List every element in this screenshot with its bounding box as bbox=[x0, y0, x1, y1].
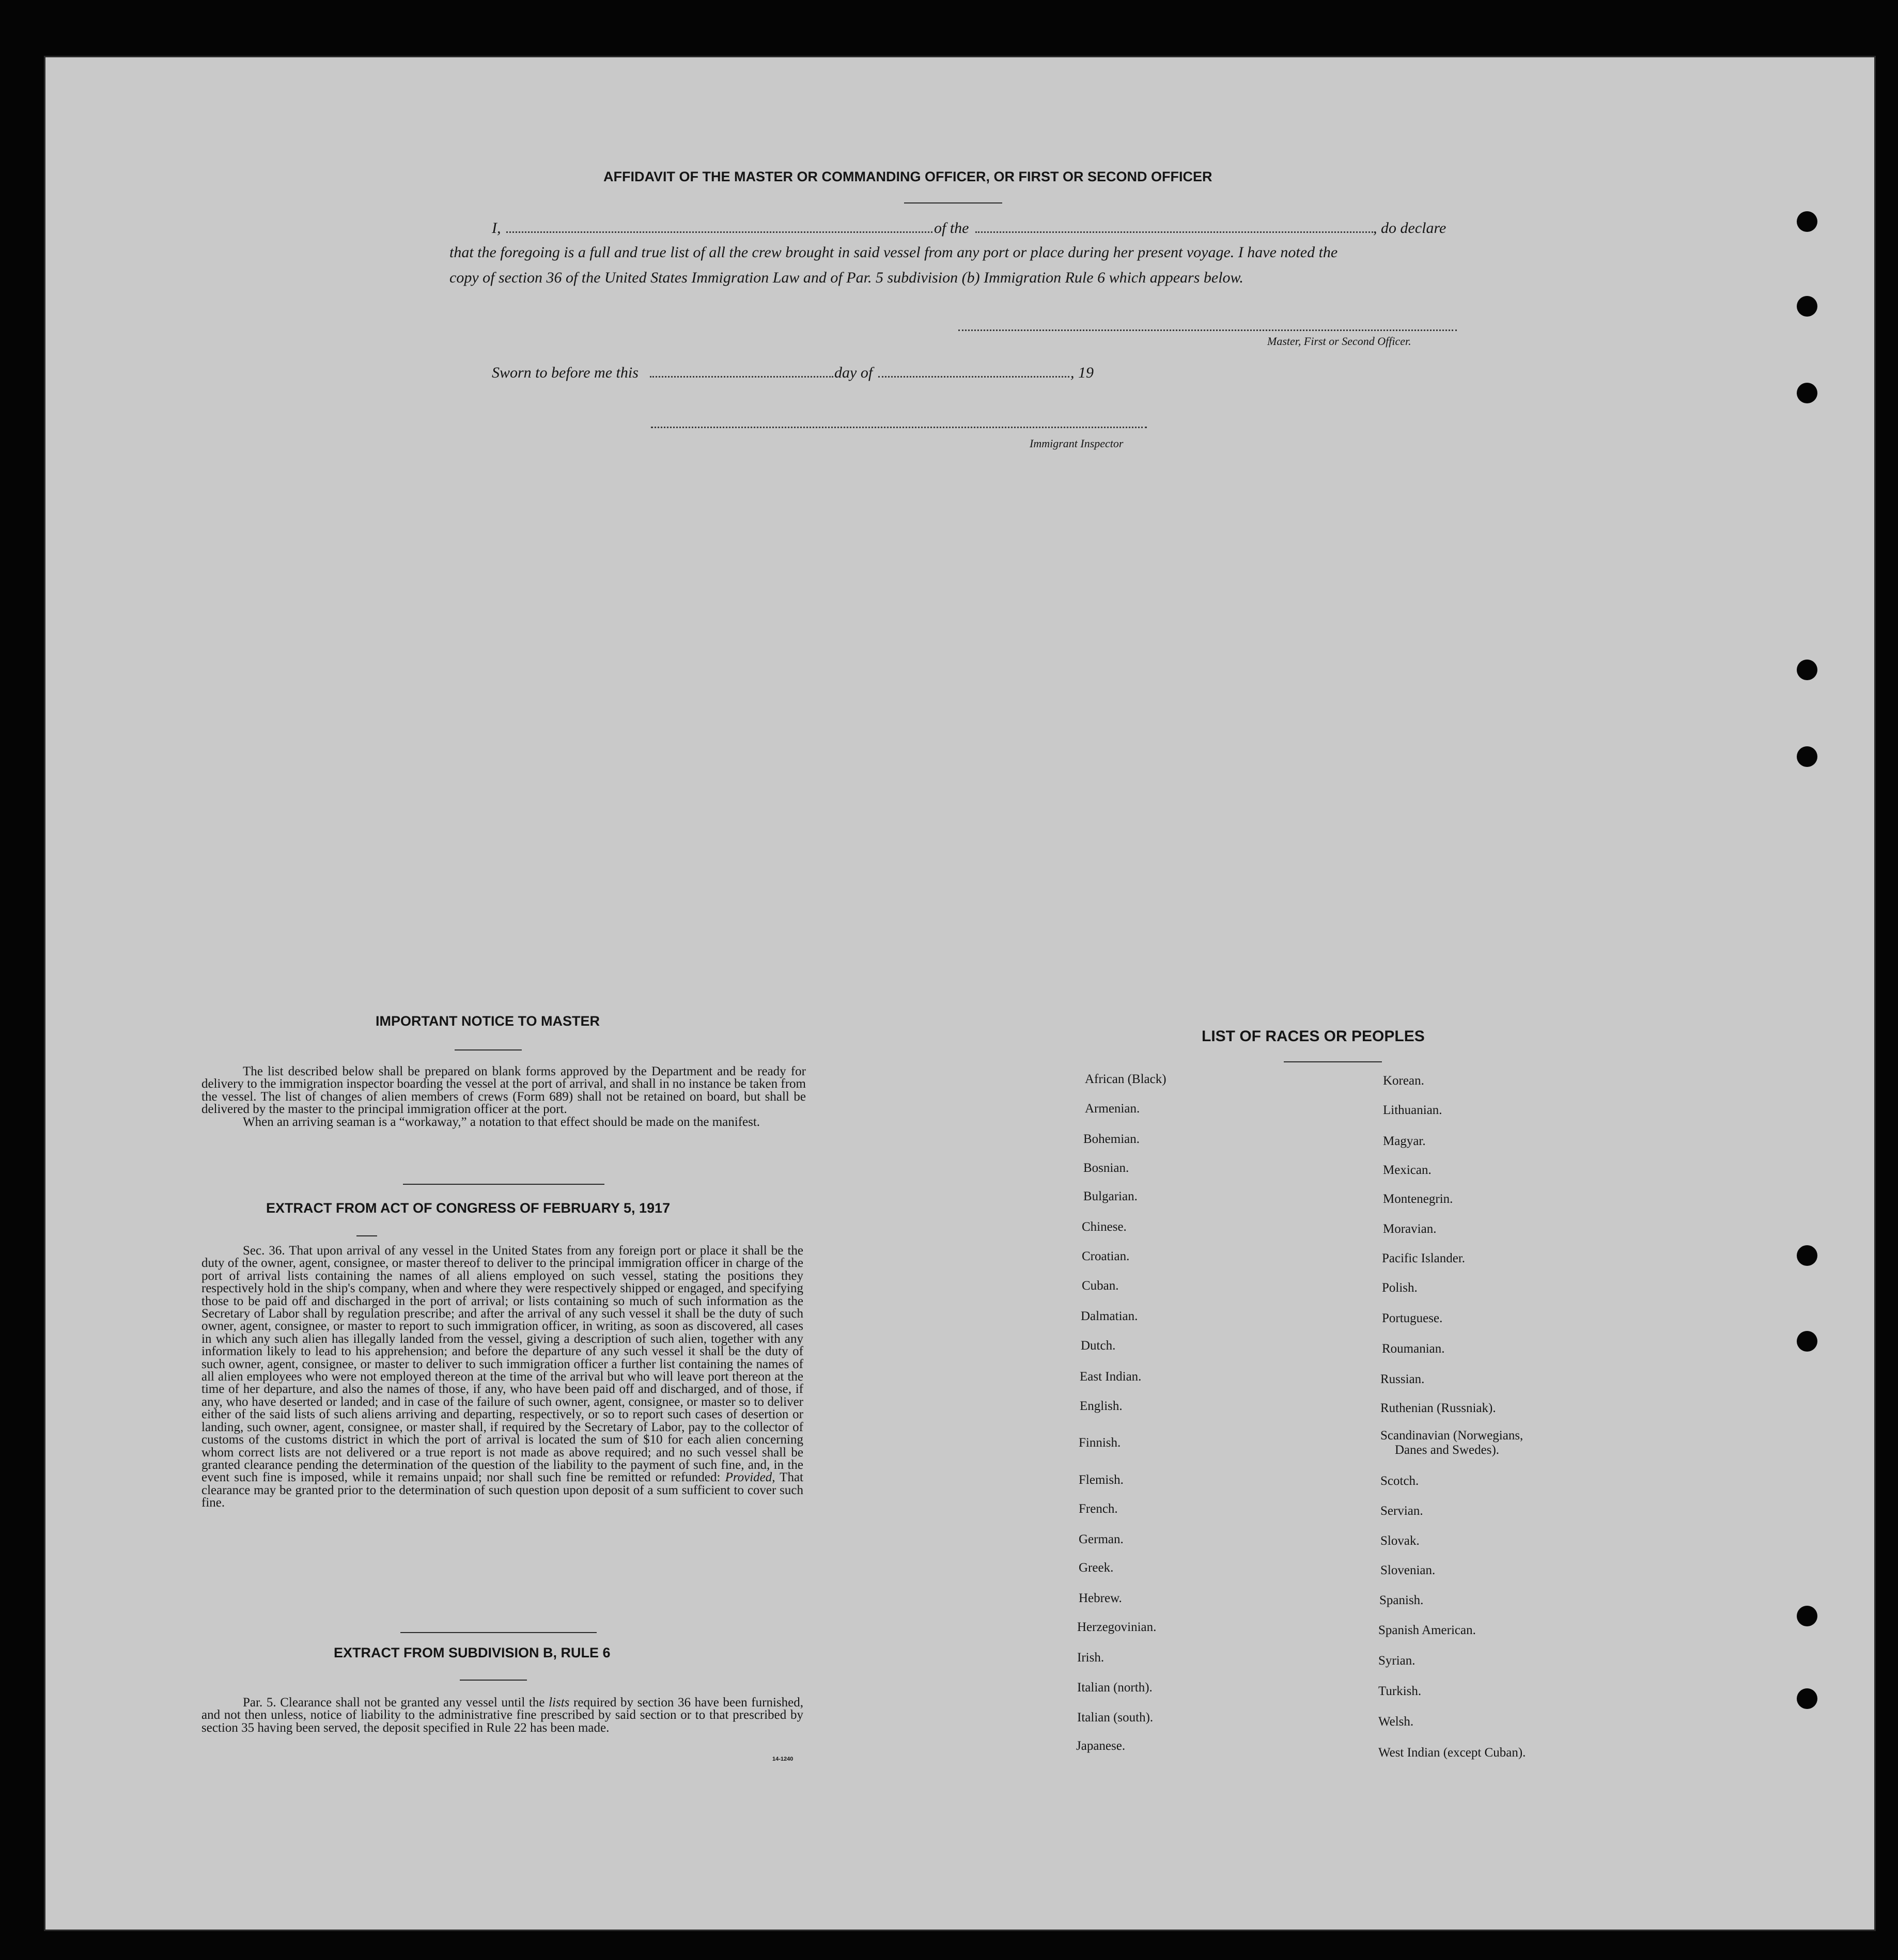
affidavit-statement: that the foregoing is a full and true list of all the crew brought in said vessel from any port or place during her present voyage. I have noted the bbox=[449, 244, 1338, 261]
vessel-name-field[interactable] bbox=[975, 231, 1373, 233]
race-item: Korean. bbox=[1383, 1074, 1424, 1088]
race-item: Pacific Islander. bbox=[1382, 1251, 1466, 1265]
binder-hole bbox=[1797, 211, 1817, 232]
race-item: Cuban. bbox=[1082, 1279, 1119, 1293]
race-item: Chinese. bbox=[1082, 1220, 1127, 1234]
notice-body bbox=[201, 1065, 806, 1128]
race-item: Welsh. bbox=[1378, 1715, 1414, 1729]
race-item: African (Black) bbox=[1085, 1072, 1166, 1086]
inspector-caption: Immigrant Inspector bbox=[1030, 437, 1124, 450]
affidavit-of-the-label: of the bbox=[934, 219, 969, 237]
race-item-continuation: Danes and Swedes). bbox=[1395, 1443, 1500, 1457]
binder-hole bbox=[1797, 1606, 1817, 1626]
race-item: Spanish American. bbox=[1378, 1623, 1476, 1637]
race-item: Montenegrin. bbox=[1383, 1192, 1453, 1206]
master-signature-field[interactable] bbox=[958, 330, 1457, 331]
rule-text: Par. 5. Clearance shall not be granted any vessel until the bbox=[243, 1696, 549, 1710]
act-extract-title: EXTRACT FROM ACT OF CONGRESS OF FEBRUARY 5, 1917 bbox=[266, 1200, 671, 1216]
section-tail: That clearance may be granted prior to the determination of such question upon deposit of a sum sufficient to cover such fine. bbox=[201, 1470, 803, 1510]
day-of-label: day of bbox=[834, 364, 873, 381]
race-item: Japanese. bbox=[1076, 1739, 1126, 1753]
binder-hole bbox=[1797, 383, 1817, 403]
race-item: Portuguese. bbox=[1382, 1311, 1443, 1325]
binder-hole bbox=[1797, 1245, 1817, 1266]
divider bbox=[356, 1235, 377, 1236]
race-item: Mexican. bbox=[1383, 1163, 1432, 1177]
rule-text: required by section 36 have been furnished, and not then unless, notice of liability to the administrative fine prescribed by said section or to that prescribed by section 35 having been served, the deposit specified in Rule 22 has been made. bbox=[201, 1696, 803, 1735]
signature-caption: Master, First or Second Officer. bbox=[1267, 335, 1411, 348]
divider bbox=[455, 1049, 522, 1050]
rule-extract-title: EXTRACT FROM SUBDIVISION B, RULE 6 bbox=[334, 1645, 611, 1660]
manifest-sheet bbox=[44, 56, 1876, 1931]
race-item: Herzegovinian. bbox=[1077, 1620, 1157, 1634]
race-item: East Indian. bbox=[1080, 1370, 1142, 1384]
section-label: Sec. 36. bbox=[243, 1244, 285, 1258]
binder-hole bbox=[1797, 660, 1817, 680]
race-item: West Indian (except Cuban). bbox=[1378, 1746, 1526, 1760]
race-item: Dutch. bbox=[1081, 1339, 1116, 1353]
divider bbox=[403, 1184, 604, 1185]
binder-hole bbox=[1797, 746, 1817, 767]
race-item: Polish. bbox=[1382, 1281, 1418, 1295]
race-item: French. bbox=[1079, 1502, 1118, 1516]
rule-extract-body bbox=[201, 1697, 803, 1734]
race-item: Turkish. bbox=[1378, 1684, 1422, 1698]
sworn-day-field[interactable] bbox=[650, 376, 833, 378]
lists-label: lists bbox=[549, 1696, 570, 1710]
divider bbox=[460, 1680, 527, 1681]
race-item: Slovak. bbox=[1380, 1534, 1420, 1548]
affidavit-statement: copy of section 36 of the United States Immigration Law and of Par. 5 subdivision (b) Immigration Rule 6 which appears below. bbox=[449, 269, 1243, 286]
race-item: Bosnian. bbox=[1083, 1161, 1129, 1175]
race-item: Bulgarian. bbox=[1083, 1189, 1138, 1203]
race-item: Slovenian. bbox=[1380, 1563, 1436, 1577]
race-item-text: Scandinavian (Norwegians, bbox=[1380, 1429, 1523, 1442]
race-item: German. bbox=[1079, 1532, 1124, 1546]
race-item: Croatian. bbox=[1082, 1249, 1130, 1263]
race-item: English. bbox=[1080, 1399, 1123, 1413]
race-item: Italian (north). bbox=[1077, 1681, 1153, 1695]
affidavit-title: AFFIDAVIT OF THE MASTER OR COMMANDING OFFICER, OR FIRST OR SECOND OFFICER bbox=[603, 169, 1212, 184]
race-item: Servian. bbox=[1380, 1504, 1423, 1518]
race-item: Russian. bbox=[1380, 1372, 1425, 1386]
binder-hole bbox=[1797, 1331, 1817, 1352]
race-item: Finnish. bbox=[1079, 1436, 1121, 1450]
affidavit-declare-label: , do declare bbox=[1373, 219, 1446, 237]
race-item: Ruthenian (Russniak). bbox=[1380, 1401, 1496, 1415]
race-item: Italian (south). bbox=[1077, 1711, 1154, 1724]
divider bbox=[1284, 1061, 1382, 1062]
race-item: Greek. bbox=[1079, 1561, 1114, 1575]
race-item bbox=[1380, 1429, 1597, 1457]
binder-hole bbox=[1797, 296, 1817, 317]
divider bbox=[904, 202, 1002, 203]
notice-paragraph: The list described below shall be prepared on blank forms approved by the Department and be ready for delivery to the immigration inspector boarding the vessel at the port of arrival, and shall in no instance be taken from the vessel. The list of changes of alien members of crews (Form 689) shall not be retained on board, but shall be delivered by the master to the principal immigration officer at the port. bbox=[201, 1064, 806, 1117]
race-item: Scotch. bbox=[1380, 1474, 1419, 1488]
race-item: Bohemian. bbox=[1083, 1132, 1140, 1146]
divider bbox=[400, 1632, 597, 1633]
race-item: Armenian. bbox=[1085, 1102, 1140, 1116]
race-item: Dalmatian. bbox=[1081, 1309, 1138, 1323]
form-code: 14-1240 bbox=[772, 1756, 794, 1762]
binder-hole bbox=[1797, 1688, 1817, 1709]
sworn-label: Sworn to before me this bbox=[492, 364, 639, 381]
notice-title: IMPORTANT NOTICE TO MASTER bbox=[376, 1013, 600, 1029]
act-extract-body bbox=[201, 1245, 803, 1510]
race-item: Roumanian. bbox=[1382, 1342, 1445, 1356]
provided-label: Provided, bbox=[725, 1470, 775, 1485]
inspector-signature-field[interactable] bbox=[651, 427, 1147, 428]
race-item: Lithuanian. bbox=[1383, 1103, 1442, 1117]
master-name-field[interactable] bbox=[506, 231, 932, 233]
race-item: Magyar. bbox=[1383, 1134, 1426, 1148]
races-title: LIST OF RACES OR PEOPLES bbox=[1202, 1028, 1425, 1045]
race-item: Syrian. bbox=[1378, 1654, 1415, 1668]
notice-paragraph: When an arriving seaman is a “workaway,” a notation to that effect should be made on the manifest. bbox=[243, 1115, 760, 1129]
race-item: Hebrew. bbox=[1079, 1591, 1122, 1605]
section-text: That upon arrival of any vessel in the United States from any foreign port or place it shall be the duty of the owner, agent, consignee, or master thereof to deliver to the principal immigration officer in charge of the port of arrival lists containing the names of all aliens employed on such vessel, stating the positions they respectively hold in the ship's company, when and where they were respectively shipped or engaged, and specifying those to be paid off and discharged in the port of arrival; or lists containing so much of such information as the Secretary of Labor shall by regulation prescribe; and after the arrival of any such vessel it shall be the duty of such owner, agent, consignee, or master to report to such immigration officer, in writing, as soon as discovered, all cases in which any such alien has illegally landed from the vessel, giving a description of such alien, together with any information likely to lead to his apprehension; and before the departure of any such vessel it shall be the duty of such owner, agent, consignee, or master to deliver to such immigration officer a further list containing the names of all alien employees who were not employed thereon at the time of the arrival but who will leave port thereon at the time of her departure, and also the names of those, if any, who have been paid off and discharged, and of those, if any, who have deserted or landed; and in case of the failure of such owner, agent, consignee, or master so to deliver either of the said lists of such aliens arriving and departing, respectively, or so to report such cases of desertion or landing, such owner, agent, consignee, or master shall, if required by the Secretary of Labor, pay to the collector of customs of the customs district in which the port of arrival is located the sum of $10 for each alien concerning whom correct lists are not delivered or a true report is not made as above required; and no such vessel shall be granted clearance pending the determination of the question of the liability to the payment of such fine, and, in the event such fine is imposed, while it remains unpaid; nor shall such fine be remitted or refunded: bbox=[201, 1244, 803, 1485]
year-label: , 19 bbox=[1070, 364, 1094, 381]
race-item: Moravian. bbox=[1383, 1222, 1437, 1236]
race-item: Irish. bbox=[1077, 1651, 1104, 1665]
sworn-month-field[interactable] bbox=[878, 376, 1069, 378]
race-item: Flemish. bbox=[1079, 1473, 1124, 1487]
race-item: Spanish. bbox=[1379, 1593, 1424, 1607]
affidavit-i-label: I, bbox=[492, 219, 501, 237]
